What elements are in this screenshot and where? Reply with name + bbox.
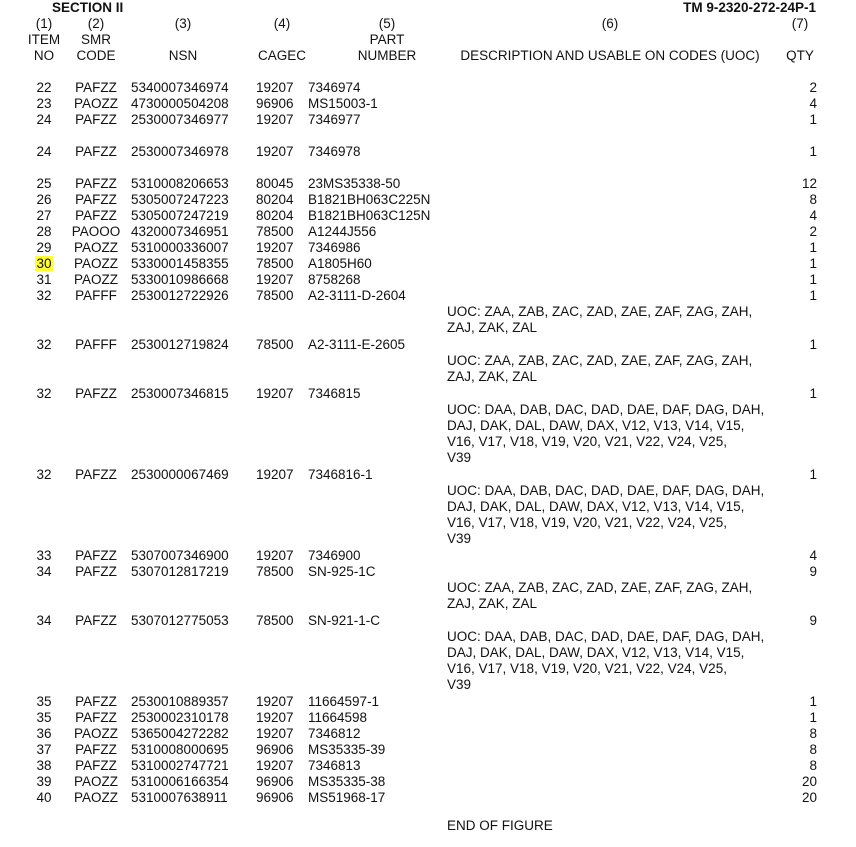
table-row bbox=[0, 694, 856, 710]
item-no bbox=[22, 613, 66, 629]
nsn: 2530007346978 bbox=[131, 144, 229, 159]
uoc-line: DAJ, DAK, DAL, DAW, DAX, V12, V13, V14, V15, bbox=[447, 499, 745, 514]
item-no bbox=[22, 548, 66, 564]
item-no-text: 36 bbox=[36, 726, 52, 741]
smr-code: PAOZZ bbox=[73, 96, 118, 111]
part-number: B1821BH063C125N bbox=[308, 208, 431, 223]
table-row bbox=[0, 208, 856, 224]
part-number: SN-925-1C bbox=[308, 564, 376, 579]
nsn: 2530007346977 bbox=[131, 112, 229, 127]
header-cagec-num: (4) bbox=[273, 16, 291, 31]
part-number: MS35335-39 bbox=[308, 742, 386, 757]
cagec: 19207 bbox=[256, 548, 294, 563]
qty: 1 bbox=[809, 144, 817, 159]
smr-code: PAFZZ bbox=[75, 758, 117, 773]
smr-code: PAFZZ bbox=[75, 208, 117, 223]
table-row bbox=[0, 564, 856, 612]
item-no bbox=[22, 192, 66, 208]
table-row bbox=[0, 144, 856, 176]
table-row bbox=[0, 80, 856, 96]
part-number: A1244J556 bbox=[308, 224, 377, 239]
nsn: 5310007638911 bbox=[131, 790, 228, 805]
part-number: 7346816-1 bbox=[308, 467, 373, 482]
smr-code: PAFFF bbox=[75, 288, 117, 303]
uoc-line: UOC: ZAA, ZAB, ZAC, ZAD, ZAE, ZAF, ZAG, ZAH, bbox=[447, 580, 753, 595]
item-no bbox=[22, 272, 66, 288]
header-part-number-l1: PART bbox=[369, 32, 405, 47]
nsn: 5330001458355 bbox=[131, 256, 229, 271]
smr-code: PAFZZ bbox=[75, 467, 117, 482]
item-no bbox=[22, 176, 66, 192]
nsn: 5310008206653 bbox=[131, 176, 229, 191]
tm-number: TM 9-2320-272-24P-1 bbox=[683, 0, 816, 15]
cagec: 96906 bbox=[256, 790, 294, 805]
uoc-line: UOC: ZAA, ZAB, ZAC, ZAD, ZAE, ZAF, ZAG, ZAH, bbox=[447, 353, 753, 368]
cagec: 19207 bbox=[256, 726, 294, 741]
item-no-text: 32 bbox=[36, 467, 52, 482]
nsn: 4730000504208 bbox=[131, 96, 229, 111]
cagec: 19207 bbox=[256, 758, 294, 773]
cagec: 96906 bbox=[256, 96, 294, 111]
item-no bbox=[22, 758, 66, 774]
part-number: A2-3111-E-2605 bbox=[308, 337, 406, 352]
table-row bbox=[0, 710, 856, 726]
item-no-text: 32 bbox=[36, 288, 52, 303]
cagec: 19207 bbox=[256, 112, 294, 127]
smr-code: PAFZZ bbox=[75, 112, 117, 127]
item-no bbox=[22, 467, 66, 483]
qty: 9 bbox=[809, 564, 817, 579]
part-number: MS15003-1 bbox=[308, 96, 378, 111]
smr-code: PAFZZ bbox=[75, 386, 117, 401]
uoc-line: V39 bbox=[447, 450, 472, 465]
item-no-text: 34 bbox=[36, 613, 52, 628]
qty: 1 bbox=[809, 112, 817, 127]
nsn: 5310008000695 bbox=[131, 742, 229, 757]
part-number: 7346974 bbox=[308, 80, 361, 95]
header-description-num: (6) bbox=[601, 16, 619, 31]
nsn: 5340007346974 bbox=[131, 80, 229, 95]
nsn: 5330010986668 bbox=[131, 272, 229, 287]
table-row bbox=[0, 613, 856, 693]
smr-code: PAFFF bbox=[75, 337, 117, 352]
header-nsn-l2: NSN bbox=[168, 48, 198, 63]
part-number: 7346900 bbox=[308, 548, 361, 563]
smr-code: PAOZZ bbox=[73, 256, 118, 271]
item-no bbox=[22, 288, 66, 304]
smr-code: PAFZZ bbox=[75, 80, 117, 95]
part-number: MS51968-17 bbox=[308, 790, 386, 805]
item-no-text: 31 bbox=[36, 272, 52, 287]
uoc-line: UOC: ZAA, ZAB, ZAC, ZAD, ZAE, ZAF, ZAG, ZAH, bbox=[447, 304, 753, 319]
uoc-line: V16, V17, V18, V19, V20, V21, V22, V24, V25, bbox=[447, 515, 727, 530]
part-number: SN-921-1-C bbox=[308, 613, 381, 628]
header-qty-l2: QTY bbox=[786, 48, 814, 63]
qty: 1 bbox=[809, 272, 817, 287]
table-row bbox=[0, 96, 856, 112]
smr-code: PAFZZ bbox=[75, 144, 117, 159]
smr-code: PAOOO bbox=[71, 224, 121, 239]
item-no-text: 30 bbox=[36, 256, 52, 271]
header-part-number-num: (5) bbox=[378, 16, 396, 31]
nsn: 2530012719824 bbox=[131, 337, 229, 352]
part-number: 8758268 bbox=[308, 272, 361, 287]
table-row bbox=[0, 256, 856, 272]
header-part-number-l2: NUMBER bbox=[357, 48, 417, 63]
qty: 8 bbox=[809, 758, 817, 773]
table-row bbox=[0, 224, 856, 240]
item-no-text: 37 bbox=[36, 742, 52, 757]
qty: 1 bbox=[809, 240, 817, 255]
smr-code: PAFZZ bbox=[75, 548, 117, 563]
header-qty-num: (7) bbox=[791, 16, 809, 31]
item-no bbox=[22, 240, 66, 256]
qty: 8 bbox=[809, 192, 817, 207]
cagec: 78500 bbox=[256, 564, 294, 579]
uoc-line: UOC: DAA, DAB, DAC, DAD, DAE, DAF, DAG, DAH, bbox=[447, 483, 765, 498]
nsn: 2530000067469 bbox=[131, 467, 229, 482]
qty: 2 bbox=[809, 80, 817, 95]
table-row bbox=[0, 548, 856, 564]
uoc-line: UOC: DAA, DAB, DAC, DAD, DAE, DAF, DAG, DAH, bbox=[447, 629, 765, 644]
item-no-text: 27 bbox=[36, 208, 52, 223]
table-row bbox=[0, 288, 856, 336]
table-row bbox=[0, 192, 856, 208]
uoc-line: ZAJ, ZAK, ZAL bbox=[447, 596, 538, 611]
table-row bbox=[0, 726, 856, 742]
item-no-text: 25 bbox=[36, 176, 52, 191]
smr-code: PAFZZ bbox=[75, 613, 117, 628]
part-number: 7346978 bbox=[308, 144, 361, 159]
part-number: 11664598 bbox=[308, 710, 368, 725]
item-no bbox=[22, 96, 66, 112]
cagec: 78500 bbox=[256, 224, 294, 239]
header-nsn-num: (3) bbox=[174, 16, 192, 31]
uoc-line: V39 bbox=[447, 677, 472, 692]
cagec: 80045 bbox=[256, 176, 294, 191]
qty: 1 bbox=[809, 694, 817, 709]
table-row bbox=[0, 742, 856, 758]
item-no-text: 34 bbox=[36, 564, 52, 579]
cagec: 19207 bbox=[256, 80, 294, 95]
header-item-no-num: (1) bbox=[35, 16, 53, 31]
cagec: 19207 bbox=[256, 144, 294, 159]
item-no-text: 24 bbox=[36, 112, 52, 127]
nsn: 5310002747721 bbox=[131, 758, 229, 773]
table-row bbox=[0, 272, 856, 288]
item-no bbox=[22, 144, 66, 160]
table-row bbox=[0, 386, 856, 466]
item-no-text: 22 bbox=[36, 80, 52, 95]
header-item-no-l1: ITEM bbox=[27, 32, 61, 47]
qty: 9 bbox=[809, 613, 817, 628]
cagec: 19207 bbox=[256, 467, 294, 482]
nsn: 5307012817219 bbox=[131, 564, 229, 579]
item-no bbox=[22, 790, 66, 806]
cagec: 19207 bbox=[256, 710, 294, 725]
qty: 2 bbox=[809, 224, 817, 239]
qty: 1 bbox=[809, 288, 817, 303]
smr-code: PAOZZ bbox=[73, 240, 118, 255]
qty: 1 bbox=[809, 386, 817, 401]
smr-code: PAFZZ bbox=[75, 564, 117, 579]
header-smr-code-l1: SMR bbox=[81, 32, 111, 47]
table-row bbox=[0, 240, 856, 256]
smr-code: PAFZZ bbox=[75, 192, 117, 207]
cagec: 78500 bbox=[256, 256, 294, 271]
part-number: 23MS35338-50 bbox=[308, 176, 401, 191]
item-no-text: 39 bbox=[36, 774, 52, 789]
part-number: 7346813 bbox=[308, 758, 361, 773]
table-row bbox=[0, 790, 856, 806]
qty: 20 bbox=[801, 790, 817, 805]
item-no bbox=[22, 386, 66, 402]
nsn: 4320007346951 bbox=[131, 224, 229, 239]
item-no-text: 40 bbox=[36, 790, 52, 805]
header-cagec-l2: CAGEC bbox=[257, 48, 307, 63]
item-no bbox=[22, 256, 66, 272]
part-number: 7346812 bbox=[308, 726, 361, 741]
item-no-text: 35 bbox=[36, 694, 52, 709]
item-no bbox=[22, 208, 66, 224]
table-row bbox=[0, 467, 856, 547]
table-row bbox=[0, 112, 856, 144]
item-no bbox=[22, 774, 66, 790]
cagec: 78500 bbox=[256, 288, 294, 303]
smr-code: PAOZZ bbox=[73, 726, 118, 741]
table-row bbox=[0, 176, 856, 192]
item-no-text: 38 bbox=[36, 758, 52, 773]
item-no bbox=[22, 742, 66, 758]
nsn: 5307007346900 bbox=[131, 548, 229, 563]
smr-code: PAOZZ bbox=[73, 272, 118, 287]
qty: 4 bbox=[809, 208, 817, 223]
table-row bbox=[0, 758, 856, 774]
smr-code: PAFZZ bbox=[75, 694, 117, 709]
nsn: 2530007346815 bbox=[131, 386, 229, 401]
uoc-line: UOC: DAA, DAB, DAC, DAD, DAE, DAF, DAG, DAH, bbox=[447, 402, 765, 417]
nsn: 5305007247219 bbox=[131, 208, 229, 223]
uoc-line: V16, V17, V18, V19, V20, V21, V22, V24, V25, bbox=[447, 434, 727, 449]
part-number: 7346815 bbox=[308, 386, 361, 401]
qty: 4 bbox=[809, 96, 817, 111]
qty: 4 bbox=[809, 548, 817, 563]
qty: 12 bbox=[801, 176, 817, 191]
table-row bbox=[0, 337, 856, 385]
uoc-line: V39 bbox=[447, 531, 472, 546]
nsn: 5310000336007 bbox=[131, 240, 229, 255]
part-number: MS35335-38 bbox=[308, 774, 386, 789]
header-item-no-l2: NO bbox=[33, 48, 55, 63]
part-number: A2-3111-D-2604 bbox=[308, 288, 406, 303]
item-no bbox=[22, 224, 66, 240]
nsn: 2530010889357 bbox=[131, 694, 229, 709]
cagec: 19207 bbox=[256, 386, 294, 401]
smr-code: PAFZZ bbox=[75, 742, 117, 757]
cagec: 96906 bbox=[256, 774, 294, 789]
cagec: 80204 bbox=[256, 192, 294, 207]
part-number: 7346986 bbox=[308, 240, 361, 255]
cagec: 80204 bbox=[256, 208, 294, 223]
item-no-text: 23 bbox=[36, 96, 52, 111]
nsn: 2530012722926 bbox=[131, 288, 229, 303]
nsn: 5305007247223 bbox=[131, 192, 229, 207]
table-row bbox=[0, 774, 856, 790]
cagec: 19207 bbox=[256, 272, 294, 287]
qty: 8 bbox=[809, 742, 817, 757]
part-number: B1821BH063C225N bbox=[308, 192, 431, 207]
item-no bbox=[22, 710, 66, 726]
nsn: 5365004272282 bbox=[131, 726, 229, 741]
qty: 1 bbox=[809, 256, 817, 271]
item-no-text: 33 bbox=[36, 548, 52, 563]
uoc-line: ZAJ, ZAK, ZAL bbox=[447, 320, 538, 335]
item-no bbox=[22, 80, 66, 96]
item-no bbox=[22, 726, 66, 742]
cagec: 96906 bbox=[256, 742, 294, 757]
end-of-figure-note: END OF FIGURE bbox=[447, 818, 553, 833]
qty: 1 bbox=[809, 467, 817, 482]
part-number: 7346977 bbox=[308, 112, 361, 127]
qty: 1 bbox=[809, 710, 817, 725]
uoc-line: DAJ, DAK, DAL, DAW, DAX, V12, V13, V14, V15, bbox=[447, 645, 745, 660]
header-smr-code-l2: CODE bbox=[76, 48, 116, 63]
item-no bbox=[22, 564, 66, 580]
smr-code: PAOZZ bbox=[73, 790, 118, 805]
item-no-text: 24 bbox=[36, 144, 52, 159]
part-number: 11664597-1 bbox=[308, 694, 380, 709]
item-no-text: 28 bbox=[36, 224, 52, 239]
cagec: 78500 bbox=[256, 337, 294, 352]
nsn: 5307012775053 bbox=[131, 613, 229, 628]
smr-code: PAOZZ bbox=[73, 774, 118, 789]
uoc-line: DAJ, DAK, DAL, DAW, DAX, V12, V13, V14, V15, bbox=[447, 418, 745, 433]
qty: 1 bbox=[809, 337, 817, 352]
uoc-line: V16, V17, V18, V19, V20, V21, V22, V24, V25, bbox=[447, 661, 727, 676]
item-no bbox=[22, 112, 66, 128]
item-no-text: 32 bbox=[36, 337, 52, 352]
nsn: 2530002310178 bbox=[131, 710, 229, 725]
uoc-line: ZAJ, ZAK, ZAL bbox=[447, 369, 538, 384]
item-no bbox=[22, 694, 66, 710]
header-description-l2: DESCRIPTION AND USABLE ON CODES (UOC) bbox=[460, 48, 760, 63]
cagec: 19207 bbox=[256, 694, 294, 709]
smr-code: PAFZZ bbox=[75, 710, 117, 725]
section-title: SECTION II bbox=[52, 0, 124, 15]
item-no bbox=[22, 337, 66, 353]
smr-code: PAFZZ bbox=[75, 176, 117, 191]
cagec: 19207 bbox=[256, 240, 294, 255]
header-smr-code-num: (2) bbox=[87, 16, 105, 31]
item-no-text: 26 bbox=[36, 192, 52, 207]
qty: 8 bbox=[809, 726, 817, 741]
part-number: A1805H60 bbox=[308, 256, 372, 271]
item-no-text: 32 bbox=[36, 386, 52, 401]
nsn: 5310006166354 bbox=[131, 774, 229, 789]
qty: 20 bbox=[801, 774, 817, 789]
cagec: 78500 bbox=[256, 613, 294, 628]
item-no-text: 29 bbox=[36, 240, 52, 255]
item-no-text: 35 bbox=[36, 710, 52, 725]
